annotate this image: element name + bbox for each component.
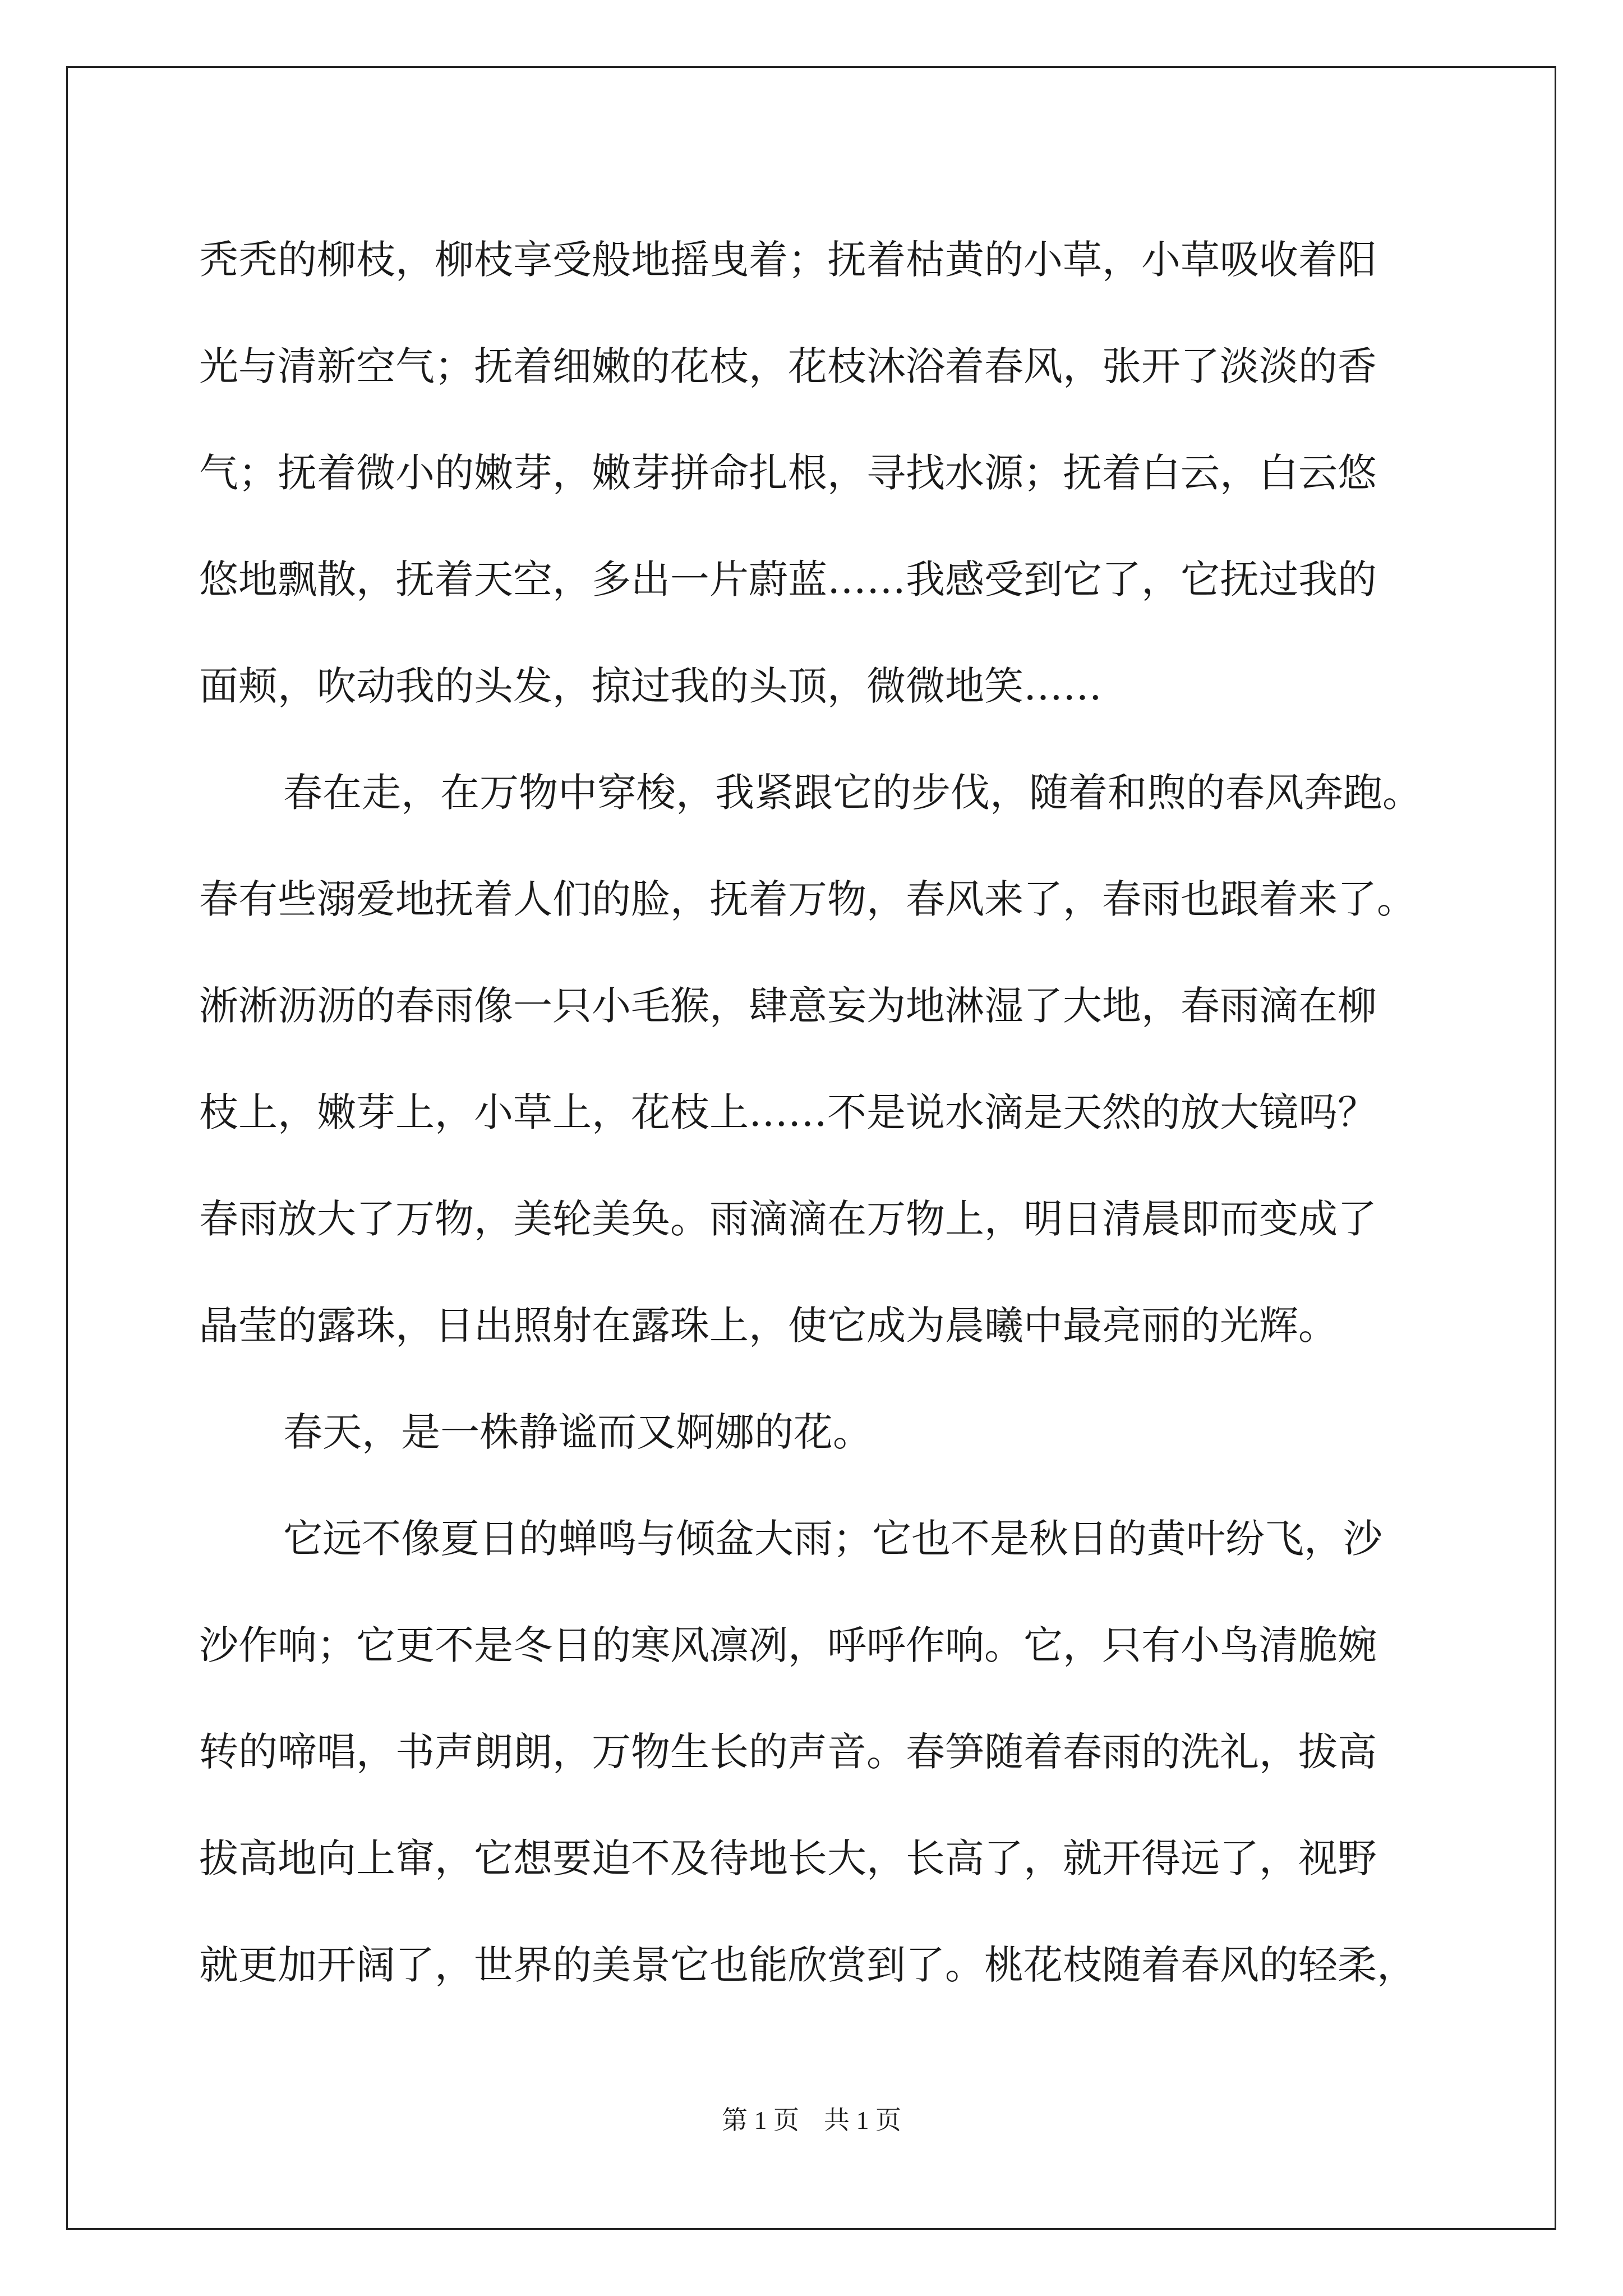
page-number-label: 第 1 页 <box>722 2106 799 2134</box>
paragraph-first-line: 它远不像夏日的蝉鸣与倾盆大雨；它也不是秋日的黄叶纷飞，沙 <box>283 1516 1382 1562</box>
text-line: 春雨放大了万物，美轮美奂。雨滴滴在万物上，明日清晨即而变成了 <box>199 1196 1377 1242</box>
paragraph-first-line: 春在走，在万物中穿梭，我紧跟它的步伐，随着和煦的春风奔跑。 <box>283 770 1422 816</box>
page-footer <box>0 2104 1623 2137</box>
text-line: 就更加开阔了，世界的美景它也能欣赏到了。桃花枝随着春风的轻柔， <box>199 1942 1416 1988</box>
paragraph-first-line: 春天，是一株静谧而又婀娜的花。 <box>283 1409 872 1455</box>
text-line: 秃秃的柳枝，柳枝享受般地摇曳着；抚着枯黄的小草，小草吸收着阳 <box>199 237 1377 283</box>
text-line: 枝上，嫩芽上，小草上，花枝上……不是说水滴是天然的放大镜吗？ <box>199 1089 1377 1135</box>
text-line: 晶莹的露珠，日出照射在露珠上，使它成为晨曦中最亮丽的光辉。 <box>199 1303 1338 1349</box>
text-line: 转的啼唱，书声朗朗，万物生长的声音。春笋随着春雨的洗礼，拔高 <box>199 1729 1377 1775</box>
text-line: 拔高地向上窜，它想要迫不及待地长大，长高了，就开得远了，视野 <box>199 1835 1377 1881</box>
text-line: 沙作响；它更不是冬日的寒风凛冽，呼呼作响。它，只有小鸟清脆婉 <box>199 1622 1377 1668</box>
total-pages-label: 共 1 页 <box>824 2106 901 2134</box>
text-line: 光与清新空气；抚着细嫩的花枝，花枝沐浴着春风，张开了淡淡的香 <box>199 343 1377 389</box>
text-line: 悠地飘散，抚着天空，多出一片蔚蓝……我感受到它了，它抚过我的 <box>199 556 1377 602</box>
text-line: 气；抚着微小的嫩芽，嫩芽拼命扎根，寻找水源；抚着白云，白云悠 <box>199 450 1377 496</box>
text-line: 春有些溺爱地抚着人们的脸，抚着万物，春风来了，春雨也跟着来了。 <box>199 876 1416 922</box>
text-line: 淅淅沥沥的春雨像一只小毛猴，肆意妄为地淋湿了大地，春雨滴在柳 <box>199 983 1377 1029</box>
document-body <box>199 206 1478 2018</box>
text-line: 面颊，吹动我的头发，掠过我的头顶，微微地笑…… <box>199 663 1102 709</box>
